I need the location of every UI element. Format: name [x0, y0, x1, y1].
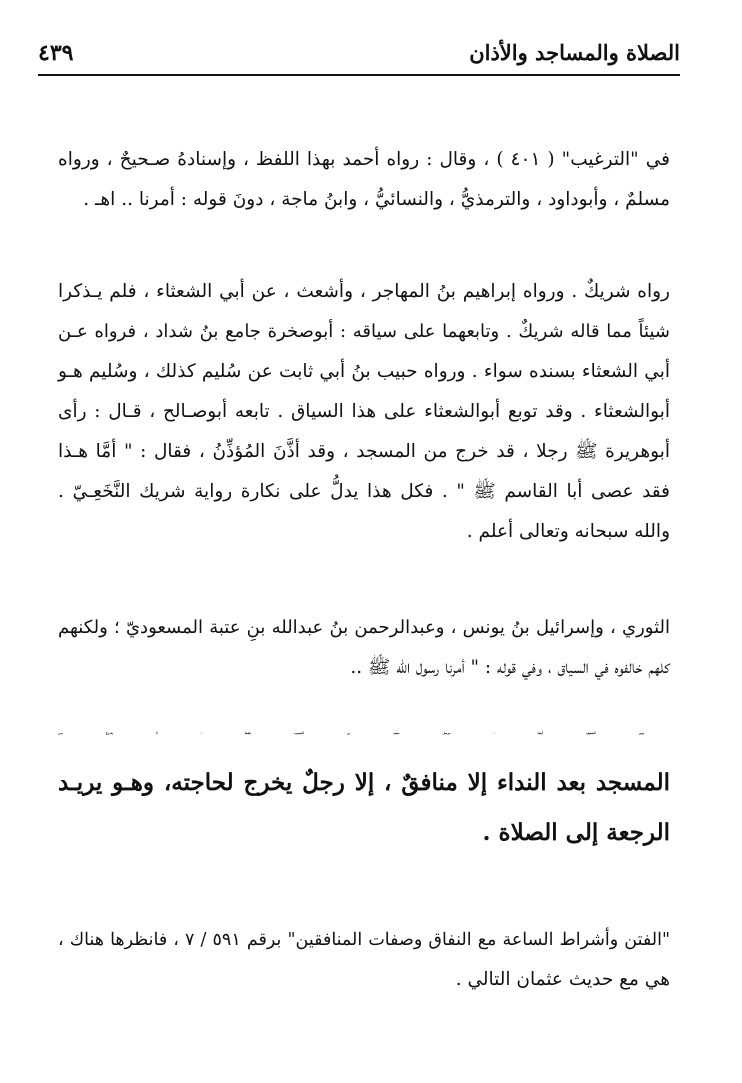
paragraph — [58, 100, 670, 220]
chapter-title: الصلاة والمساجد والأذان — [469, 40, 680, 65]
paragraph-hadith — [58, 708, 670, 858]
text-line: فقد عصى أبا القاسم ﷺ " . فكل هذا يدلُّ على نكارة رواية شريك النَّخَعِـيّ . — [58, 481, 670, 502]
text-line: "الفتن وأشراط الساعة مع النفاق وصفات المنافقين" برقم ٥٩١ / ٧ ، فانظرها هناك ، — [58, 930, 670, 950]
page-number: ٤٣٩ — [38, 40, 74, 66]
text-line: والله سبحانه وتعالى أعلم . — [466, 521, 670, 542]
paragraph — [58, 568, 670, 688]
text-line: أبوهريرة ﷺ رجلا ، قد خرج من المسجد ، وقد أذَّنَ المُؤذِّنُ ، فقال : " أمَّا هـذا — [58, 441, 670, 462]
text-line: أبوالشعثاء . وقد توبع أبوالشعثاء على هذا السياق . تابعه أبوصـالح ، قـال : رأى — [58, 401, 670, 422]
text-line: كلهم خالفوه في السياق ، وفي قوله : " أمرنا رسول الله ﷺ .. — [350, 657, 670, 678]
text-line: ومن الضعيف أيضا : مرسل سعيد بن المسيب بلفظ : لا يخـرجُ مـن — [58, 731, 644, 735]
text-line: هي مع حديث عثمان التالي . — [455, 969, 670, 990]
paragraph — [58, 880, 670, 1000]
text-line: مسلمٌ ، وأبوداود ، والترمذيُّ ، والنسائيُّ ، وابنُ ماجة ، دونَ قوله : أمرنا .. اهـ . — [83, 189, 670, 210]
text-line — [58, 880, 670, 920]
text-line: في "الترغيب" ( ٤٠١ ) ، وقال : رواه أحمد بهذا اللفظ ، وإسنادهُ صـحيحٌ ، ورواه — [58, 149, 670, 170]
text-line: شيئاً مما قاله شريكٌ . وتابعهما على سياقه : أبوصخرة جامع بنُ شداد ، فرواه عـن — [58, 321, 670, 342]
text-line: أبي الشعثاء بسنده سواء . ورواه حبيب بنُ أبي ثابت عن سُليم كذلك ، وسُليم هـو — [58, 361, 670, 382]
text-line: رواه شريكٌ . ورواه إبراهيم بنُ المهاجر ، وأشعث ، عن أبي الشعثاء ، فلم يـذكرا — [58, 281, 670, 302]
text-line: المسجد بعد النداء إلا منافقٌ ، إلا رجلٌ يخرج لحاجته، وهـو يريـد — [58, 769, 670, 796]
page-header — [38, 34, 680, 76]
text-line — [58, 568, 670, 608]
page-body — [58, 100, 670, 1000]
text-line — [58, 100, 670, 140]
text-line: الثوري ، وإسرائيل بنُ يونس ، وعبدالرحمن بنُ عبدالله بنِ عتبة المسعوديّ ؛ ولكنهم — [58, 617, 670, 638]
text-line: الرجعة إلى الصلاة . — [482, 819, 670, 846]
text-line — [58, 232, 670, 272]
paragraph — [58, 232, 670, 552]
